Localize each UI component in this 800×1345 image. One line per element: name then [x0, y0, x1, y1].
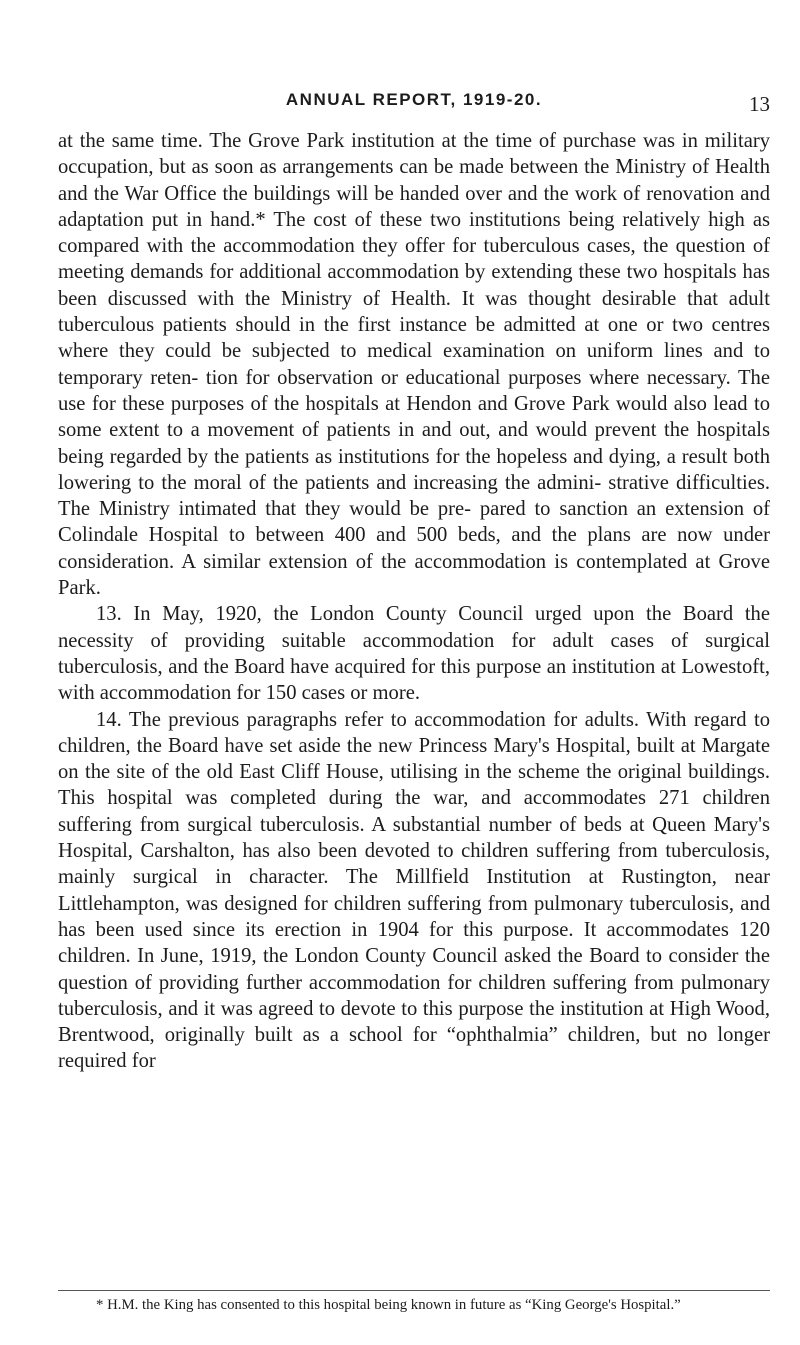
- paragraph-continued: at the same time. The Grove Park institution at the time of purchase was in military occupation, but as soon as arrangements can be made between the Ministry of Health and the War Office the buildings will be handed over and the work of renovation and adaptation put in hand.* The cost of these two institutions being relatively high as compared with the accommodation they offer for tuberculous cases, the question of meeting demands for additional accommodation by extending these two hospitals has been discussed with the Ministry of Health. It was thought desirable that adult tuberculous patients should in the first instance be admitted at one or two centres where they could be subjected to medical examination on uniform lines and to temporary reten- tion for observation or educational purposes where necessary. The use for these purposes of the hospitals at Hendon and Grove Park would also lead to some extent to a movement of patients in and out, and would prevent the hospitals being regarded by the patients as institutions for the hopeless and dying, a result both lowering to the moral of the patients and increasing the admini- strative difficulties. The Ministry intimated that they would be pre- pared to sanction an extension of Colindale Hospital to between 400 and 500 beds, and the plans are now under consideration. A similar extension of the accommodation is contemplated at Grove Park.: [58, 130, 770, 600]
- footnote: * H.M. the King has consented to this hospital being known in future as “King George's Hospital.”: [96, 1297, 681, 1313]
- paragraph-14: 14. The previous paragraphs refer to accommodation for adults. With regard to children, the Board have set aside the new Princess Mary's Hospital, built at Margate on the site of the old East Cliff House, utilising in the scheme the original buildings. This hospital was completed during the war, and accommodates 271 children suffering from surgical tuberculosis. A substantial number of beds at Queen Mary's Hospital, Carshalton, has also been devoted to children suffering from tuberculosis, mainly surgical in character. The Millfield Institution at Rustington, near Littlehampton, was designed for children suffering from pulmonary tuberculosis, and has been used since its erection in 1904 for this purpose. It accommodates 120 children. In June, 1919, the London County Council asked the Board to consider the question of providing further accommodation for children suffering from pulmonary tuberculosis, and it was agreed to devote to this purpose the institution at High Wood, Brentwood, originally built as a school for “ophthalmia” children, but no longer required for: [58, 708, 770, 1073]
- page-number: 13: [749, 92, 770, 116]
- page-header: [58, 90, 770, 120]
- footnote-divider: [58, 1290, 770, 1291]
- paragraph-13: 13. In May, 1920, the London County Council urged upon the Board the necessity of providing suitable accommodation for adult cases of surgical tuberculosis, and the Board have acquired for this purpose an institution at Lowestoft, with accommodation for 150 cases or more.: [58, 603, 770, 705]
- body-text: [58, 128, 770, 1075]
- running-head: ANNUAL REPORT, 1919-20.: [285, 90, 543, 109]
